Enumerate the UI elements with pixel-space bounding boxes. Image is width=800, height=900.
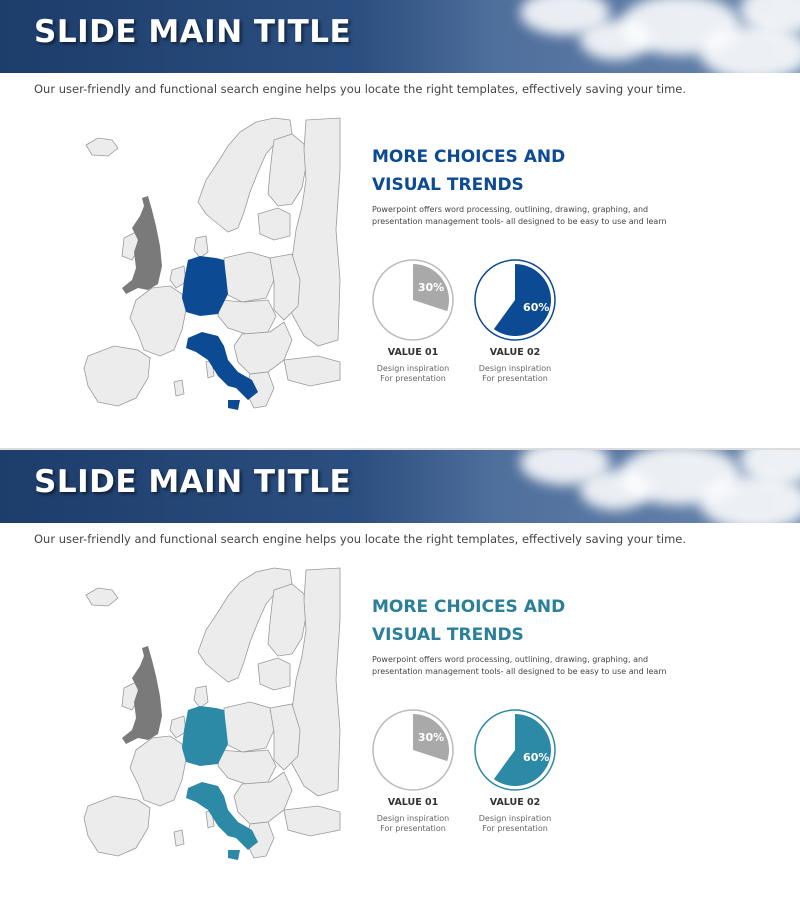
pie-chart-value-02	[472, 707, 558, 793]
heading-line-1: MORE CHOICES AND	[372, 147, 566, 167]
value-02-desc-line-1: Design inspiration	[478, 814, 552, 823]
value-01-description	[358, 814, 468, 834]
slide-2	[0, 450, 800, 900]
value-02-desc-line-2: For presentation	[482, 374, 548, 383]
heading-line-2: VISUAL TRENDS	[372, 625, 524, 645]
body-line-1: Powerpoint offers word processing, outlining, drawing, graphing, and	[372, 205, 649, 214]
value-01-desc-line-1: Design inspiration	[376, 364, 450, 373]
value-02-description	[460, 364, 570, 384]
value-01-desc-line-1: Design inspiration	[376, 814, 450, 823]
section-body	[372, 204, 702, 228]
value-02-description	[460, 814, 570, 834]
heading-line-2: VISUAL TRENDS	[372, 175, 524, 195]
pie-percent-label: 30%	[417, 730, 445, 744]
europe-map-icon	[78, 110, 360, 420]
body-line-2: presentation management tools- all designed to be easy to use and learn	[372, 667, 667, 676]
value-01-description	[358, 364, 468, 384]
body-line-2: presentation management tools- all designed to be easy to use and learn	[372, 217, 667, 226]
slide-title: SLIDE MAIN TITLE	[34, 464, 352, 500]
section-heading	[372, 143, 702, 199]
header-banner	[0, 0, 800, 73]
pie-percent-label: 60%	[523, 300, 550, 314]
pie-chart-value-01	[370, 257, 456, 343]
value-01-label: VALUE 01	[387, 797, 439, 808]
value-02-label: VALUE 02	[489, 797, 541, 808]
pie-chart-value-02	[472, 257, 558, 343]
heading-line-1: MORE CHOICES AND	[372, 597, 566, 617]
pie-percent-label: 60%	[523, 750, 550, 764]
slide-title: SLIDE MAIN TITLE	[34, 14, 352, 50]
value-01-label: VALUE 01	[387, 347, 439, 358]
slide-subtitle: Our user-friendly and functional search engine helps you locate the right templates, effectively saving your time.	[34, 82, 687, 96]
value-01-desc-line-2: For presentation	[380, 824, 446, 833]
europe-map-icon	[78, 560, 360, 870]
body-line-1: Powerpoint offers word processing, outlining, drawing, graphing, and	[372, 655, 649, 664]
pie-percent-label: 30%	[417, 280, 445, 294]
value-02-label: VALUE 02	[489, 347, 541, 358]
section-heading	[372, 593, 702, 649]
pie-chart-value-01	[370, 707, 456, 793]
value-02-desc-line-2: For presentation	[482, 824, 548, 833]
value-02-desc-line-1: Design inspiration	[478, 364, 552, 373]
section-body	[372, 654, 702, 678]
header-banner	[0, 450, 800, 523]
slide-subtitle: Our user-friendly and functional search engine helps you locate the right templates, effectively saving your time.	[34, 532, 687, 546]
value-01-desc-line-2: For presentation	[380, 374, 446, 383]
